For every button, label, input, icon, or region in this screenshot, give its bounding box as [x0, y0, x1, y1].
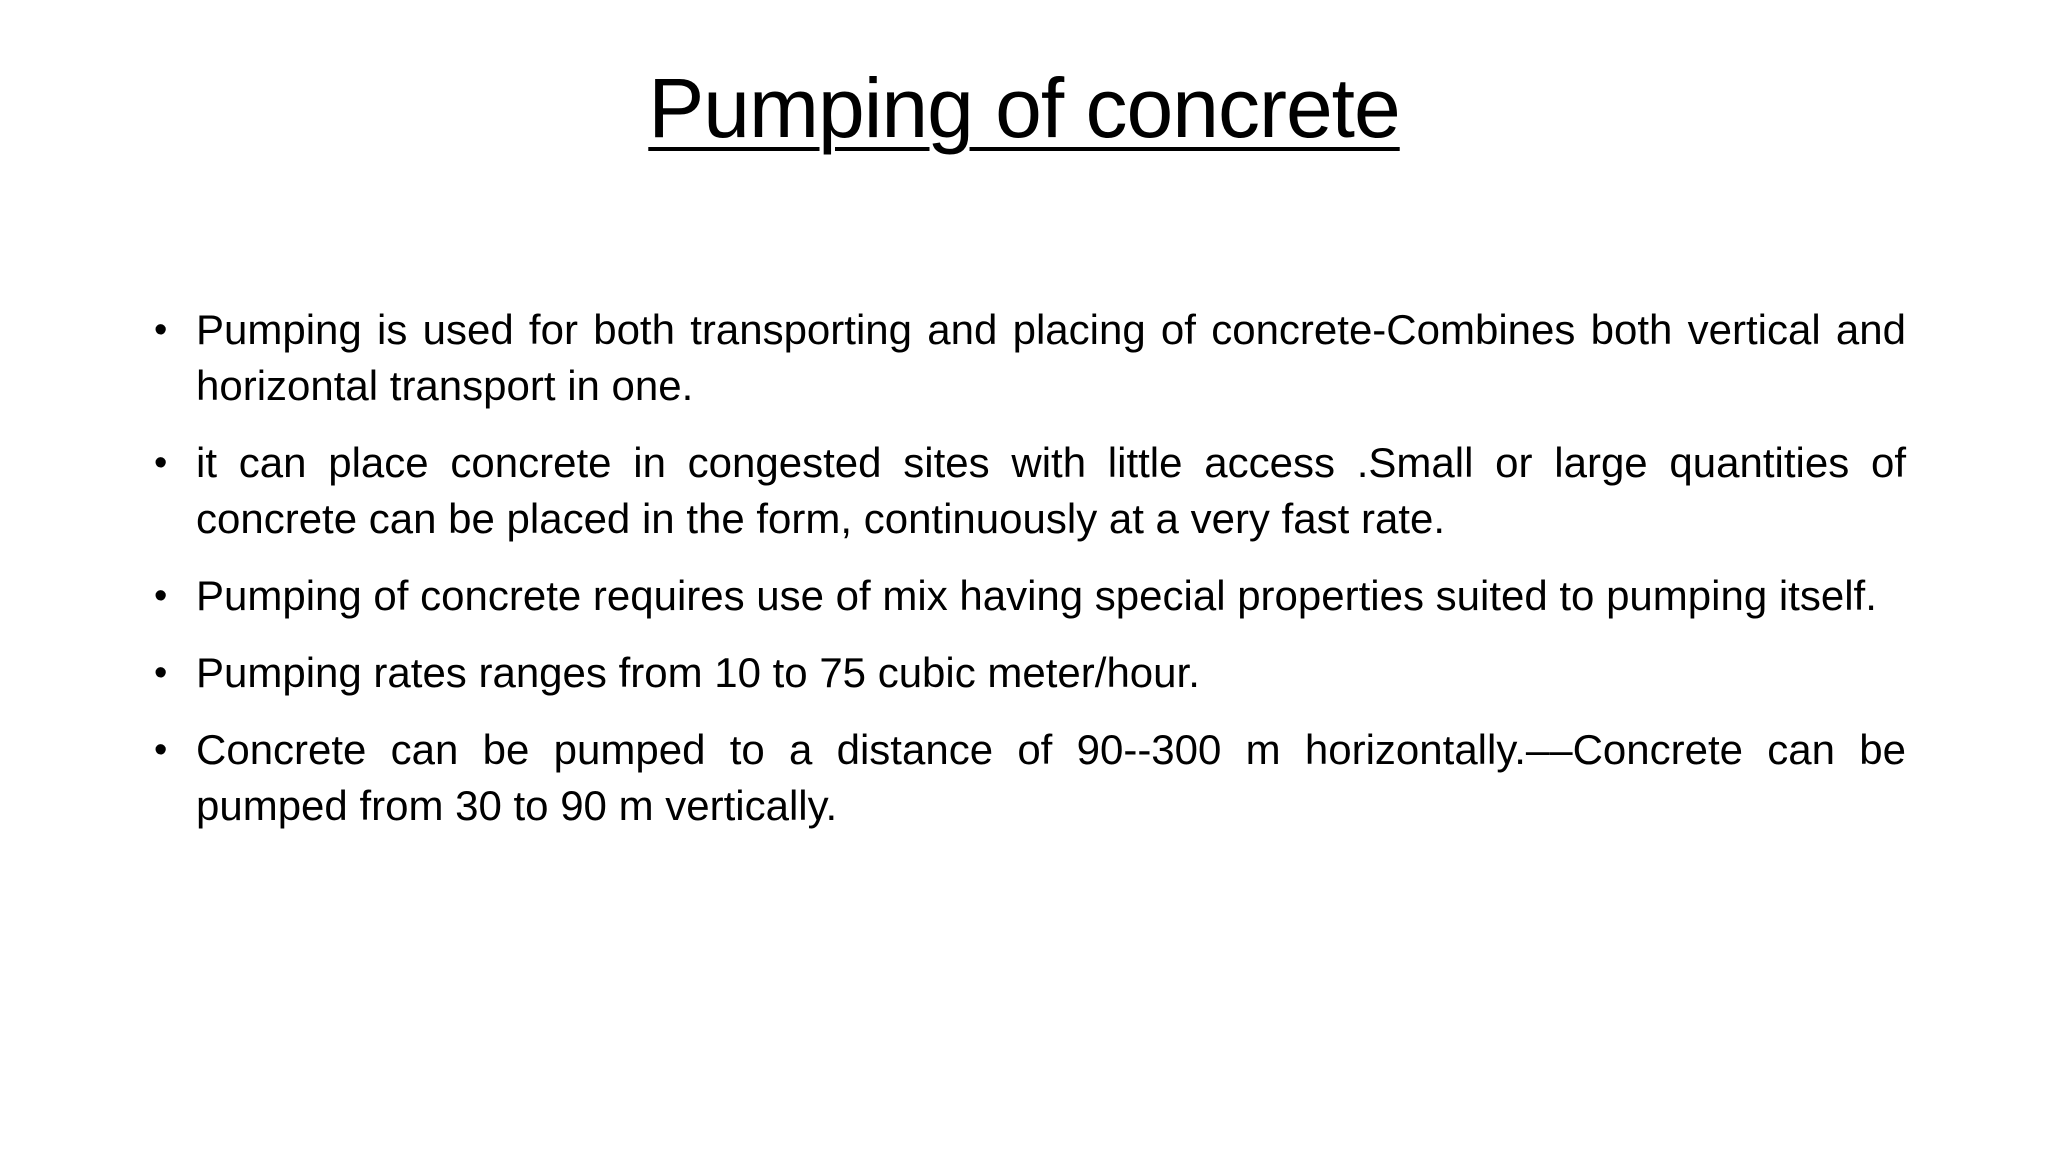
- bullet-item: [154, 435, 1906, 547]
- bullet-point-icon: •: [154, 729, 168, 771]
- bullet-point-icon: •: [154, 652, 168, 694]
- slide-title: Pumping of concrete: [648, 61, 1400, 155]
- bullet-text: Concrete can be pumped to a distance of 90--300 m horizontally.––Concrete can be pumped from 30 to 90 m vertically.: [196, 726, 1906, 829]
- bullet-point-icon: •: [154, 575, 168, 617]
- bullet-item: [154, 645, 1906, 701]
- bullet-point-icon: •: [154, 309, 168, 351]
- bullet-item: [154, 568, 1906, 624]
- bullet-point-icon: •: [154, 442, 168, 484]
- bullet-text: Pumping is used for both transporting and placing of concrete-Combines both vertical and horizontal transport in one.: [196, 306, 1906, 409]
- bullet-text: Pumping rates ranges from 10 to 75 cubic meter/hour.: [196, 649, 1200, 696]
- bullet-item: [154, 302, 1906, 414]
- bullet-item: [154, 722, 1906, 834]
- bullet-text: Pumping of concrete requires use of mix having special properties suited to pumping itself.: [196, 572, 1877, 619]
- bullet-text: it can place concrete in congested sites with little access .Small or large quantities of concrete can be placed in the form, continuously at a very fast rate.: [196, 439, 1906, 542]
- bullet-list: [154, 302, 1906, 855]
